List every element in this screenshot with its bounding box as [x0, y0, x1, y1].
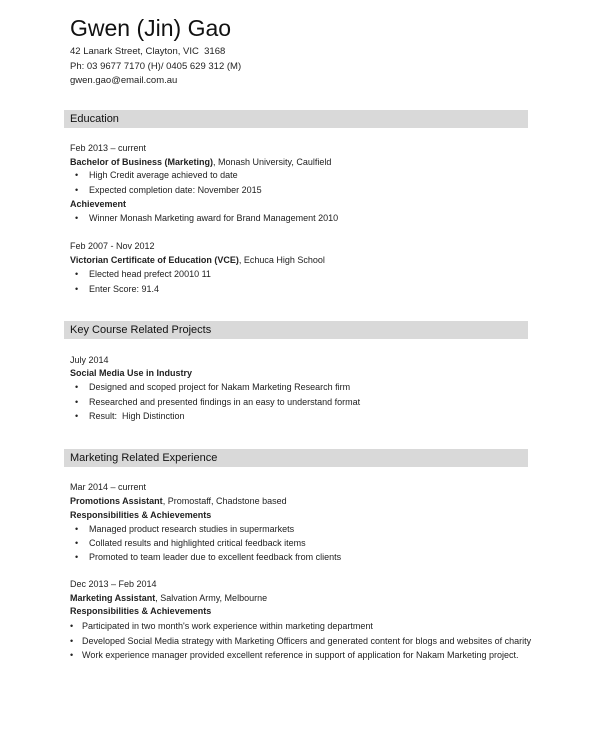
bullet-icon: • [70, 650, 74, 660]
bullet-icon: • [75, 284, 79, 294]
bullet-icon: • [75, 213, 79, 223]
list-item: Designed and scoped project for Nakam Marketing Research firm [89, 382, 351, 392]
job2-date: Dec 2013 – Feb 2014 [70, 579, 157, 589]
edu1-institution: , Monash University, Caulfield [213, 157, 332, 167]
section-experience [64, 449, 528, 467]
edu2-date: Feb 2007 - Nov 2012 [70, 241, 155, 251]
section-title-education: Education [70, 113, 119, 125]
edu1-date: Feb 2013 – current [70, 143, 147, 153]
edu2-institution: , Echuca High School [238, 255, 325, 265]
phone: Ph: 03 9677 7170 (H)/ 0405 629 312 (M) [70, 61, 242, 72]
achievement-label: Achievement [70, 199, 127, 209]
list-item: Researched and presented findings in an easy to understand format [89, 397, 361, 407]
bullet-icon: • [75, 382, 79, 392]
list-item: Elected head prefect 20010 11 [89, 269, 211, 279]
edu1-degree-line [70, 156, 331, 168]
list-item: Enter Score: 91.4 [89, 284, 160, 294]
list-item: Developed Social Media strategy with Marketing Officers and generated content for blogs and websites of charity [82, 636, 532, 646]
bullet-icon: • [75, 552, 79, 562]
edu1-degree: Bachelor of Business (Marketing) [70, 157, 214, 167]
list-item: Expected completion date: November 2015 [89, 185, 262, 195]
list-item: Participated in two month's work experience within marketing department [82, 621, 373, 631]
bullet-icon: • [75, 397, 79, 407]
job1-company: , Promostaff, Chadstone based [162, 496, 287, 506]
list-item: Result: High Distinction [89, 411, 185, 421]
section-title-projects: Key Course Related Projects [70, 324, 212, 336]
edu2-degree: Victorian Certificate of Education (VCE) [70, 255, 239, 265]
bullet-icon: • [75, 269, 79, 279]
job1-role: Promotions Assistant [70, 496, 163, 506]
section-title-experience: Marketing Related Experience [70, 452, 218, 464]
job1-role-line [70, 495, 287, 507]
list-item: Collated results and highlighted critical feedback items [89, 538, 306, 548]
list-item: Promoted to team leader due to excellent feedback from clients [89, 552, 342, 562]
job2-resp-label: Responsibilities & Achievements [70, 606, 212, 616]
job1-date: Mar 2014 – current [70, 482, 147, 492]
bullet-icon: • [75, 524, 79, 534]
bullet-icon: • [70, 621, 74, 631]
bullet-icon: • [70, 636, 74, 646]
bullet-icon: • [75, 411, 79, 421]
address: 42 Lanark Street, Clayton, VIC 3168 [70, 46, 226, 57]
edu2-degree-line [70, 254, 325, 266]
job2-company: , Salvation Army, Melbourne [155, 593, 268, 603]
list-item: Winner Monash Marketing award for Brand Management 2010 [89, 213, 339, 223]
job2-role-line [70, 592, 267, 604]
section-projects [64, 321, 528, 339]
candidate-name: Gwen (Jin) Gao [70, 15, 232, 41]
bullet-icon: • [75, 170, 79, 180]
bullet-icon: • [75, 538, 79, 548]
project-name: Social Media Use in Industry [70, 368, 193, 378]
list-item: Managed product research studies in supermarkets [89, 524, 295, 534]
project-date: July 2014 [70, 355, 109, 365]
list-item: High Credit average achieved to date [89, 170, 238, 180]
email: gwen.gao@email.com.au [70, 75, 178, 86]
bullet-icon: • [75, 185, 79, 195]
list-item: Work experience manager provided excellent reference in support of application for Nakam Marketing project. [82, 650, 519, 660]
job1-resp-label: Responsibilities & Achievements [70, 510, 212, 520]
section-education [64, 110, 528, 128]
job2-role: Marketing Assistant [70, 593, 156, 603]
